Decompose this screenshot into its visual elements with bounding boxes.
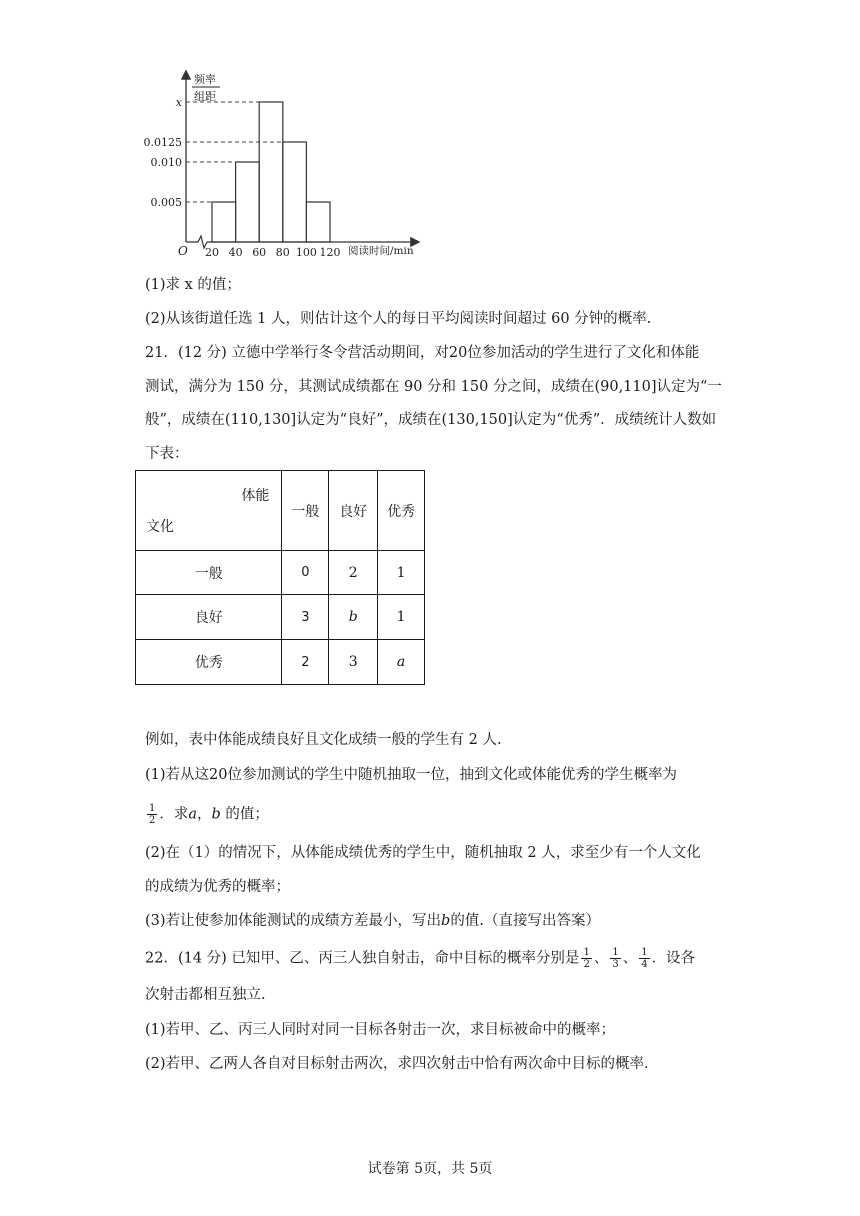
q21-part1-line2: $\frac{1}{2}$ ．求a，b 的值； bbox=[149, 803, 269, 826]
x-tick-label: 60 bbox=[252, 246, 267, 259]
histogram-bar bbox=[259, 102, 283, 242]
y-axis-label-bottom: 组距 bbox=[194, 90, 216, 103]
table-cell: 1 bbox=[378, 551, 425, 595]
table-row bbox=[136, 640, 425, 685]
row-header: 一般 bbox=[136, 551, 282, 595]
q21-line2: 测试，满分为 150 分，其测试成绩都在 90 分和 150 分之间，成绩在(90,110]认定为“一 bbox=[145, 379, 722, 395]
page-footer: 试卷第 5页，共 5页 bbox=[367, 1161, 493, 1177]
histogram-bar bbox=[306, 202, 330, 242]
y-tick-label: 0.0125 bbox=[143, 136, 182, 149]
histogram-bar bbox=[236, 162, 260, 242]
q22-line2: 次射击都相互独立. bbox=[145, 987, 266, 1003]
table-cell: 3 bbox=[329, 640, 378, 685]
fraction-one-half: $\frac{1}{2}$ bbox=[149, 803, 156, 826]
q21-part3: (3)若让使参加体能测试的成绩方差最小，写出b的值.（直接写出答案） bbox=[145, 913, 600, 929]
table-cell: 2 bbox=[282, 640, 329, 685]
table-cell: a bbox=[378, 640, 425, 685]
column-header: 良好 bbox=[329, 471, 378, 551]
frequency-histogram bbox=[140, 66, 440, 262]
q22-part2: (2)若甲、乙两人各自对目标射击两次，求四次射击中恰有两次命中目标的概率. bbox=[145, 1056, 649, 1072]
table-cell: 1 bbox=[378, 595, 425, 640]
fraction-one-quarter: $\frac{1}{4}$ bbox=[641, 947, 648, 970]
origin-label: O bbox=[178, 244, 188, 258]
corner-top-label: 体能 bbox=[241, 488, 270, 504]
q21-example: 例如，表中体能成绩良好且文化成绩一般的学生有 2 人. bbox=[145, 732, 502, 748]
table-cell: 3 bbox=[282, 595, 329, 640]
x-axis-break bbox=[186, 236, 207, 248]
fraction-one-half: $\frac{1}{2}$ bbox=[583, 947, 590, 970]
q20-part2: (2)从该街道任选 1 人，则估计这个人的每日平均阅读时间超过 60 分钟的概率. bbox=[145, 311, 652, 327]
q20-part1: (1)求 x 的值； bbox=[145, 277, 241, 293]
table-cell: 0 bbox=[282, 551, 329, 595]
row-header: 优秀 bbox=[136, 640, 282, 685]
x-tick-label: 120 bbox=[319, 246, 341, 259]
table-corner-cell bbox=[136, 471, 282, 551]
x-tick-label: 100 bbox=[295, 246, 317, 259]
y-tick-label: 0.005 bbox=[150, 196, 182, 209]
x-axis-label: 阅读时间/min bbox=[348, 245, 414, 257]
q21-line4: 下表： bbox=[145, 446, 189, 462]
table-row bbox=[136, 595, 425, 640]
table-row bbox=[136, 551, 425, 595]
table-cell: 2 bbox=[329, 551, 378, 595]
x-tick-label: 80 bbox=[275, 246, 290, 259]
y-tick-label: x bbox=[175, 96, 182, 109]
row-header: 良好 bbox=[136, 595, 282, 640]
score-table bbox=[135, 470, 425, 685]
histogram-bar bbox=[212, 202, 236, 242]
fraction-one-third: $\frac{1}{3}$ bbox=[612, 947, 619, 970]
q21-line1: 21．(12 分) 立德中学举行冬令营活动期间，对20位参加活动的学生进行了文化和体能 bbox=[145, 345, 700, 361]
q21-part1-line1: (1)若从这20位参加测试的学生中随机抽取一位，抽到文化或体能优秀的学生概率为 bbox=[145, 767, 677, 783]
x-tick-label: 20 bbox=[205, 246, 219, 259]
column-header: 一般 bbox=[282, 471, 329, 551]
histogram-bar bbox=[283, 142, 307, 242]
corner-bottom-label: 文化 bbox=[146, 519, 174, 535]
q21-line3: 般”，成绩在(110,130]认定为“良好”，成绩在(130,150]认定为“优秀”．成绩统计人数如 bbox=[145, 412, 717, 428]
y-axis-label-top: 频率 bbox=[194, 73, 216, 86]
y-tick-label: 0.010 bbox=[150, 156, 182, 169]
q22-part1: (1)若甲、乙、丙三人同时对同一目标各射击一次，求目标被命中的概率； bbox=[145, 1022, 616, 1038]
column-header: 优秀 bbox=[378, 471, 425, 551]
x-tick-label: 40 bbox=[228, 246, 243, 259]
q21-part2-line1: (2)在（1）的情况下，从体能成绩优秀的学生中，随机抽取 2 人，求至少有一个人文化 bbox=[145, 845, 701, 861]
q22-line1: 22．(14 分) 已知甲、乙、丙三人独自射击，命中目标的概率分别是 $\frac{1}{2}$ 、 $\frac{1}{3}$ 、 $\frac{1}{4}$ ．设各 bbox=[145, 947, 696, 970]
table-cell: b bbox=[329, 595, 378, 640]
q21-part2-line2: 的成绩为优秀的概率； bbox=[145, 879, 290, 895]
